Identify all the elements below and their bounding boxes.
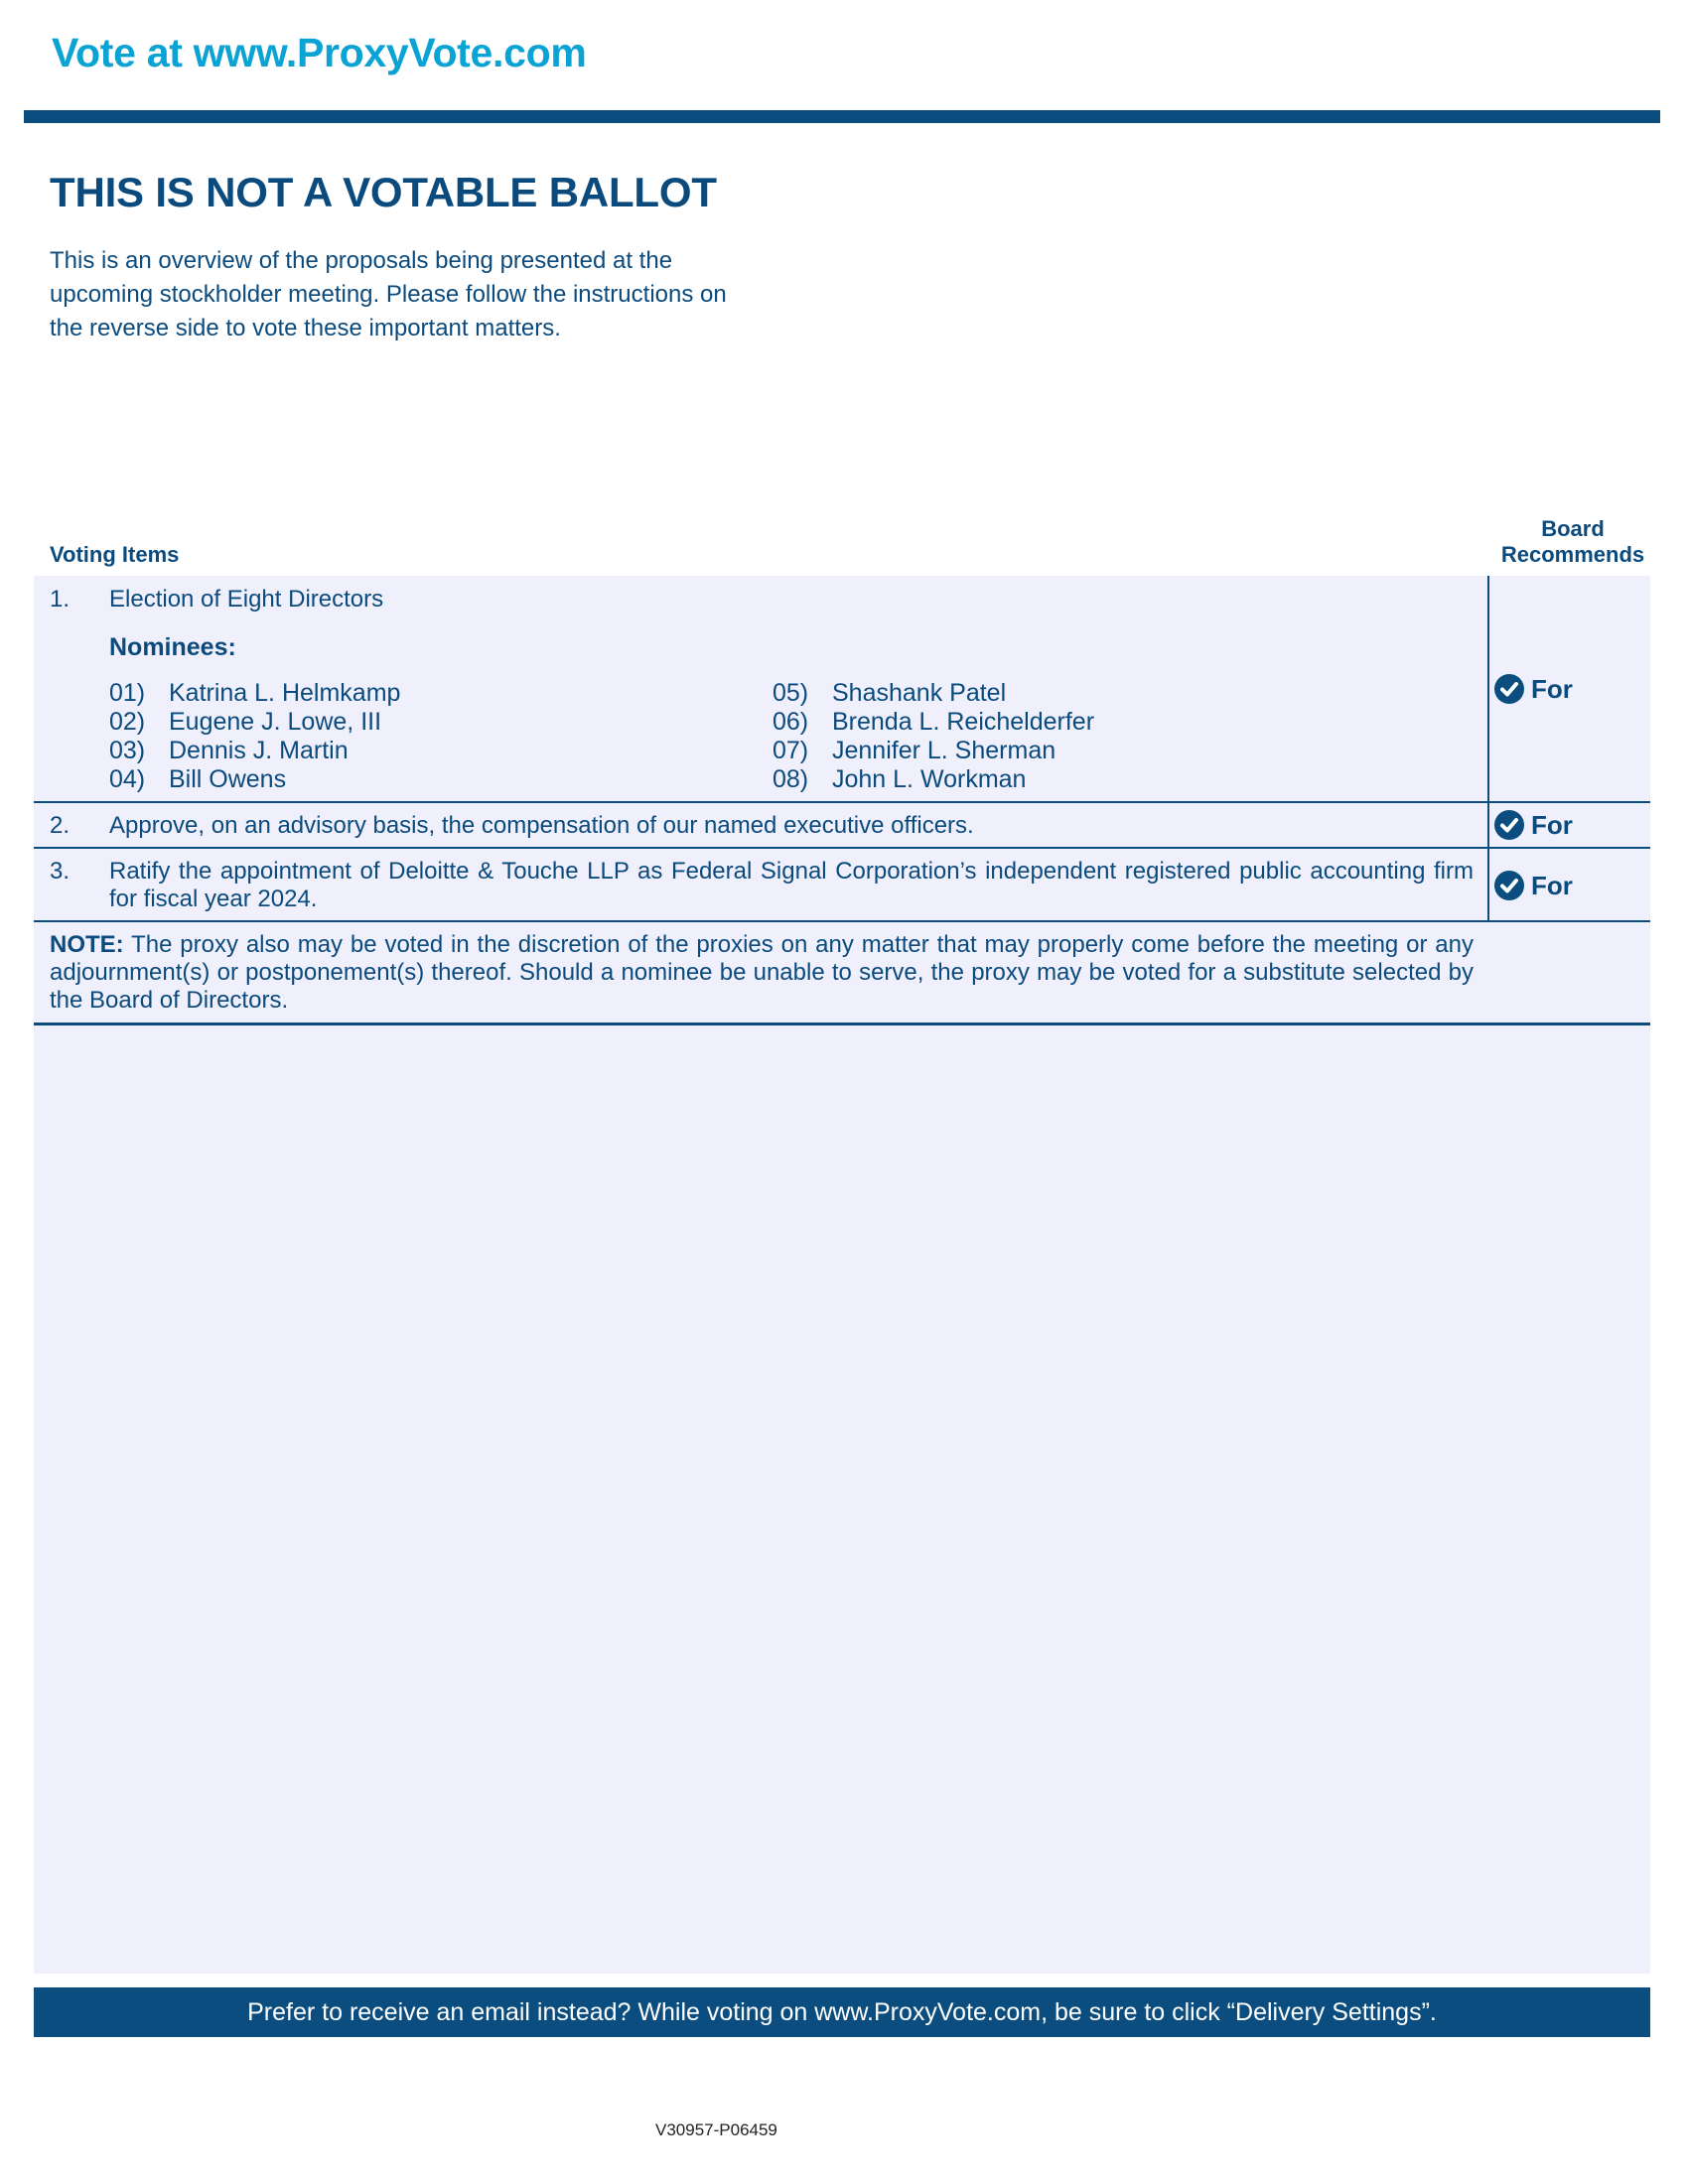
nominee-number: 08) — [773, 765, 809, 793]
board-recommends-line1: Board — [1541, 516, 1605, 541]
item-2-text: Approve, on an advisory basis, the compensation of our named executive officers. — [109, 812, 974, 839]
vote-at-proxyvote-title: Vote at www.ProxyVote.com — [52, 30, 587, 75]
item-1-text: Election of Eight Directors — [109, 586, 384, 613]
check-circle-icon — [1493, 870, 1525, 901]
nominee-name: Dennis J. Martin — [169, 737, 349, 764]
proxy-note — [50, 931, 1474, 1015]
voting-items-header: Voting Items — [50, 542, 180, 567]
nominee-item — [773, 679, 1094, 708]
nominee-name: Shashank Patel — [832, 679, 1007, 707]
intro-line: This is an overview of the proposals being presented at the — [50, 247, 673, 274]
recommend-column-divider — [1487, 576, 1489, 921]
row-divider — [34, 847, 1650, 849]
nominee-number: 03) — [109, 737, 146, 764]
row-divider — [34, 801, 1650, 803]
item-1-number: 1. — [50, 586, 70, 613]
note-text: The proxy also may be voted in the discretion of the proxies on any matter that may properly come before the meeting or any adjournment(s) or postponement(s) thereof. Should a nominee be unable to serve, the proxy may be voted for a substitute selected by the Board of Directors. — [50, 931, 1474, 1014]
intro-line: upcoming stockholder meeting. Please follow the instructions on — [50, 281, 727, 308]
nominee-number: 02) — [109, 708, 146, 736]
check-circle-icon — [1493, 809, 1525, 841]
document-code: V30957-P06459 — [655, 2120, 777, 2139]
nominee-number: 01) — [109, 679, 146, 707]
nominees-column-left — [109, 679, 400, 794]
item-2-recommendation — [1493, 809, 1573, 841]
board-recommends-line2: Recommends — [1500, 542, 1645, 567]
nominee-name: Katrina L. Helmkamp — [169, 679, 401, 707]
nominee-number: 06) — [773, 708, 809, 736]
recommendation-label: For — [1531, 809, 1573, 840]
nominee-name: John L. Workman — [832, 765, 1027, 793]
note-label: NOTE: — [50, 931, 124, 958]
nominee-item — [109, 737, 400, 765]
item-3-number: 3. — [50, 858, 70, 885]
header-divider-bar — [24, 110, 1660, 123]
nominee-name: Bill Owens — [169, 765, 287, 793]
nominee-item — [773, 737, 1094, 765]
nominee-item — [773, 765, 1094, 794]
item-3-recommendation — [1493, 870, 1573, 901]
nominee-name: Jennifer L. Sherman — [832, 737, 1056, 764]
nominee-number: 05) — [773, 679, 809, 707]
item-3-text: Ratify the appointment of Deloitte & Touche LLP as Federal Signal Corporation’s independent registered public accounting firm for fiscal year 2024. — [109, 858, 1474, 912]
row-divider — [34, 920, 1650, 922]
recommendation-label: For — [1531, 673, 1573, 704]
nominees-label: Nominees: — [109, 633, 236, 661]
email-delivery-banner — [34, 1987, 1650, 2037]
intro-paragraph — [50, 244, 844, 345]
nominee-name: Brenda L. Reichelderfer — [832, 708, 1095, 736]
intro-line: the reverse side to vote these important matters. — [50, 315, 561, 341]
nominee-name: Eugene J. Lowe, III — [169, 708, 382, 736]
note-bottom-divider — [34, 1023, 1650, 1025]
nominee-item — [109, 765, 400, 794]
nominee-item — [109, 708, 400, 737]
nominee-number: 07) — [773, 737, 809, 764]
board-recommends-header — [1485, 516, 1660, 568]
nominee-item — [773, 708, 1094, 737]
not-votable-heading: THIS IS NOT A VOTABLE BALLOT — [50, 169, 717, 215]
nominees-column-right — [773, 679, 1094, 794]
email-delivery-text: Prefer to receive an email instead? While voting on www.ProxyVote.com, be sure to click “Delivery Settings”. — [247, 1997, 1437, 2026]
nominee-number: 04) — [109, 765, 146, 793]
nominee-item — [109, 679, 400, 708]
check-circle-icon — [1493, 673, 1525, 705]
item-2-number: 2. — [50, 812, 70, 839]
item-1-recommendation — [1493, 673, 1573, 705]
recommendation-label: For — [1531, 870, 1573, 900]
